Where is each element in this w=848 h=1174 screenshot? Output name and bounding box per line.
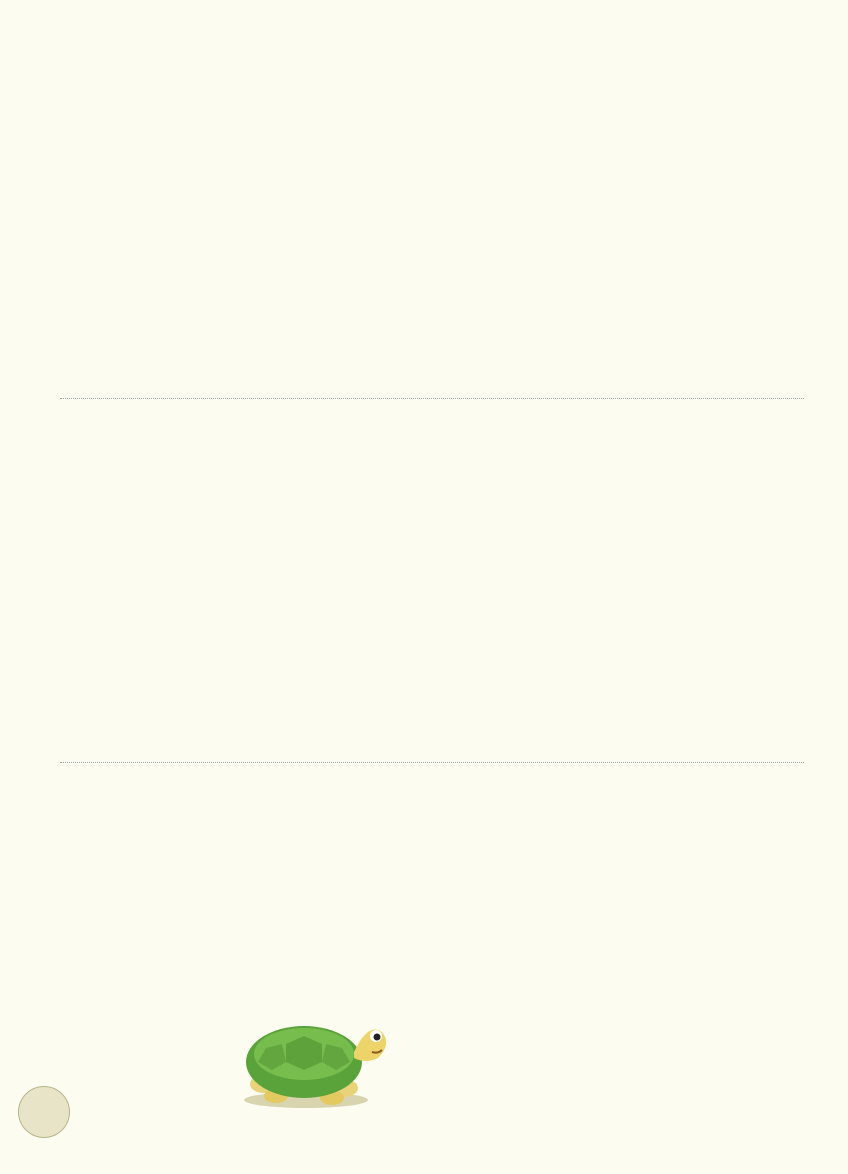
middle-section xyxy=(62,418,802,748)
page-number xyxy=(18,1086,70,1138)
turtle-illustration xyxy=(236,992,396,1112)
divider-top xyxy=(60,398,804,399)
top-section xyxy=(62,80,802,380)
bottom-section xyxy=(62,782,802,1122)
divider-bottom xyxy=(60,762,804,763)
